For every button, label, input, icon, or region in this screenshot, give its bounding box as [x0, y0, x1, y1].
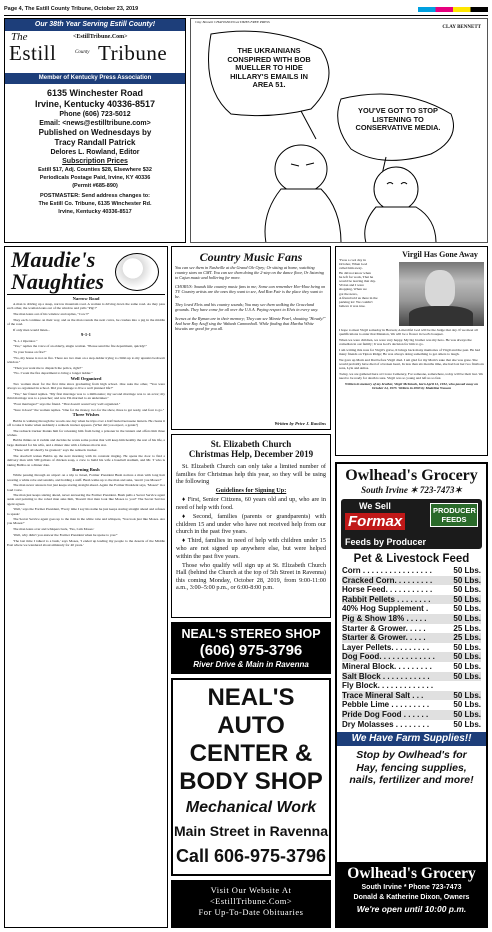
- auto-line-3: BODY SHOP: [179, 768, 323, 795]
- permit: (Permit #685-890): [72, 183, 118, 189]
- footer-sub: South Irvine * Phone 723-7473: [361, 884, 462, 891]
- three-p4: "These will all shortly be granted," says the redneck trucker.: [13, 448, 98, 453]
- maudies-naughties: [4, 246, 168, 928]
- price-row: Cracked Corn. . . . . . . . . 50 Lbs.: [342, 575, 481, 585]
- owlheads-grocery-ad: [335, 462, 488, 928]
- portrait-shoulders-icon: [409, 306, 473, 326]
- logo-estill: Estill: [9, 41, 57, 65]
- price-row: Pebble Lime . . . . . . . . . 50 Lbs.: [342, 700, 481, 710]
- burning-p5: The Secret Service agent goes up to the man in the white robe and whispers, 'You look just like Moses. Are you Moses?': [7, 517, 165, 526]
- heading-three-wishes: Three Wishes: [72, 412, 100, 418]
- virgil-stanza-3: I am writing this note for Virgil's grave, It brings back many memories of Virgil and the past. He had many friends on Tipton Ridge; He was always doing something to get others to laugh.: [339, 347, 480, 357]
- stop-line-3: nails, fertilizer and more!: [349, 774, 474, 787]
- email: Email: <news@estilltribune.com>: [39, 120, 151, 127]
- maudie-title: [7, 249, 165, 295]
- logo-county: County: [75, 50, 90, 55]
- price-row: Dry Molasses . . . . . . . . 50 Lbs.: [342, 719, 481, 729]
- price-row: Pig & Show 18% . . . . . 50 Lbs.: [342, 613, 481, 623]
- nine-p1: "9-1-1 Operator.": [13, 338, 38, 343]
- website-line-1: Visit Our Website At: [210, 885, 292, 895]
- footer-hours: We're open until 10:00 p.m.: [356, 904, 467, 914]
- church-title-1: St. Elizabeth Church: [210, 439, 292, 449]
- footer-owners: Donald & Katherine Dixon, Owners: [353, 894, 470, 901]
- price-row: 40% Hog Supplement . 50 Lbs.: [342, 604, 481, 614]
- well-p3: "Four marriages?" says the friend. "That doesn't sound very well organized.": [13, 402, 121, 407]
- cartoon-signature: CLAY BENNETT: [442, 25, 481, 30]
- auto-line-2: CENTER &: [189, 740, 313, 767]
- stereo-line-1: NEAL'S STEREO SHOP: [181, 627, 321, 641]
- address-line-1: 6135 Winchester Road: [47, 88, 143, 98]
- church-item-2: ♦ Second, families (parents or grandparents) with children 15 and under who have not received help from our church in the past five years.: [176, 513, 326, 536]
- price-row: Rabbit Pellets . . . . . . . . 50 Lbs.: [342, 594, 481, 604]
- stop-line-2: Hay, fencing supplies,: [356, 761, 467, 774]
- price-list: [337, 566, 486, 729]
- country-stanza-3: They loved Elvis and his country sounds; You may see them walking the Graceland grounds. They have come for all over the U.S.A. Paying respect to Elvis in every way.: [175, 302, 319, 313]
- producer-logo: PRODUCER FEEDS: [430, 503, 478, 527]
- church-guidelines: Guidelines for Signing Up:: [215, 487, 287, 495]
- price-row: Trace Mineral Salt . . . 50 Lbs.: [342, 690, 481, 700]
- speech-bubble-2: YOU'VE GOT TO STOP LISTENING TO CONSERVATIVE MEDIA.: [355, 106, 441, 133]
- nine-p6: "No. I want the fire department to bring a longer ladder.": [13, 371, 93, 376]
- nine-p2: "Yes," replies the voice of an elderly, single woman. "Please send the fire department, quickly!": [13, 344, 148, 349]
- price-row: Layer Pellets. . . . . . . . . 50 Lbs.: [342, 642, 481, 652]
- country-music-fans: [171, 246, 331, 430]
- narrow-p2: The man leans out of his window and replies, "Cow!!": [13, 312, 90, 317]
- price-row: Pride Dog Food . . . . . . 50 Lbs.: [342, 709, 481, 719]
- address-line-2: Irvine, Kentucky 40336-8517: [34, 99, 156, 109]
- nine-p4: "No, my house is not on fire. There are two men on a step-ladder trying to climb up to my upstairs bedroom window.": [7, 355, 165, 364]
- church-closing: Those who qualify will sign up at St. Elizabeth Church Hall (behind the Church at the top of 5th Street in Ravenna) this coming Monday, October 28, 2019, from 9:00-11:00 a.m., 3:00–5:00 p.m., or 6:00-8:00 p.m.: [176, 561, 326, 592]
- auto-line-4: Mechanical Work: [185, 799, 317, 816]
- price-row: Salt Block . . . . . . . . . . . 50 Lbs.: [342, 671, 481, 681]
- country-stanza-2: CHORUS: Sounds like country music fans to me; Some can remember Hee-Haw being on TV. Country artists are the ones they want to see, And Ron Fair is the place they want to be.: [175, 283, 326, 299]
- postmaster-2: The Estill Co. Tribune, 6135 Winchester Rd.: [38, 201, 152, 207]
- we-sell: We Sell: [359, 501, 391, 511]
- stereo-line-3: River Drive & Main in Ravenna: [193, 660, 309, 669]
- burning-p8: 'The last time I talked to a bush,' says Moses, 'I ended up leading my people to the deserts of the Middle East where we wandered about aimlessly for 40 years.': [7, 538, 165, 547]
- burning-p7: 'Well, why didn't you answer the Former President when he spoke to you?': [13, 532, 118, 537]
- postmaster-3: Irvine, Kentucky 40336-8517: [58, 209, 132, 215]
- virgil-title: Virgil Has Gone Away: [402, 250, 478, 259]
- formax-logo: Formax: [345, 513, 405, 530]
- well-p1: Two women meet for the first time since graduating from high school. One asks the other, "You were always so organized in school. Did you manage to live a well planned life?": [7, 382, 165, 391]
- subscription-prices: Estill $17, Adj. Counties $28, Elsewhere $32: [38, 167, 152, 173]
- color-bar: [418, 7, 488, 12]
- subscription-heading: Subscription Prices: [62, 158, 128, 165]
- virgil-stanza-4: We gave up Mom and Dad before Virgil died. I am glad for my Mom's sake that she was gone. She would probably have died of a broken heart, In less than six months time, she had lost her two firstborn sons, Lyle and Amos.: [339, 357, 484, 371]
- price-row: Horse Feed. . . . . . . . . . . 50 Lbs.: [342, 585, 481, 595]
- three-p1: Bubba is walking through the woods one day when he trips over a half buried kerosene lantern. He cleans it off to take it home when suddenly a redneck trucker appears. (What did you expect, a genie?): [7, 418, 165, 427]
- nine-p3: "Is your house on fire?": [13, 350, 47, 355]
- heading-911: 9-1-1: [81, 332, 91, 338]
- masthead-logo: [5, 31, 185, 73]
- postmaster-1: POSTMASTER: Send address changes to:: [39, 193, 151, 199]
- virgil-stanza-5: Today, we are gathered here at Crowe Cemetery, For someone, somewhere, today will be their last. We need to be ready for death is sure. Virgil was so young and left us so fast.: [339, 371, 484, 381]
- virgil-photo: [399, 262, 484, 326]
- burning-p6: The man leans over and whispers back, 'Yes, I am Moses.': [13, 527, 95, 532]
- price-row: Fly Block. . . . . . . . . . . . .: [342, 681, 434, 691]
- nine-p5: "Then you want me to dispatch the police, right?": [13, 365, 83, 370]
- page-label: Page 4, The Estill County Tribune, October 23, 2019: [4, 6, 139, 12]
- maudie-title-2: Naughties: [11, 269, 104, 294]
- heading-burning-bush: Burning Bush: [72, 467, 100, 473]
- maudie-title-1: Maudie's: [11, 247, 96, 272]
- narrow-p1: A man is driving up a steep, narrow mountain road. A woman is driving down the same road. As they pass each other, the woman leans out of the window and yells "Pig!!": [7, 302, 165, 311]
- portrait-face-icon: [425, 270, 455, 308]
- auto-line-5: Main Street in Ravenna: [173, 823, 329, 839]
- well-p4: "Sure it does!" the woman replies. "One for the money, two for the show, three to get ready, and four to go.": [13, 407, 165, 412]
- burning-p2: The man never answers but just keeps staring straight ahead. Again the Former President says, 'Moses!' in a loud voice.: [7, 483, 165, 492]
- logo-website: <EstillTribune.Com>: [73, 34, 128, 40]
- price-row: Mineral Block. . . . . . . . . 50 Lbs.: [342, 661, 481, 671]
- pet-livestock: Pet & Livestock Feed: [353, 553, 470, 565]
- price-row: Starter & Grower. . . . . 25 Lbs.: [342, 623, 481, 633]
- published: Published on Wednesdays by: [38, 128, 152, 137]
- stereo-line-2: (606) 975-3796: [199, 642, 303, 659]
- footer-title: Owlhead's Grocery: [347, 865, 476, 882]
- well-p2: "Yes," her friend replies. "My first marriage was to a millionaire; my second marriage was to an actor; my third marriage was to a preacher; and now I'm married to an undertaker.": [7, 392, 165, 401]
- virgil-credit: Written in memory of my brother, Virgil McIntosh, born April 12, 1932, who passed away on October 24, 1973. Written in 2003 by Madeline Wasson: [345, 381, 478, 390]
- st-elizabeth-church: [171, 434, 331, 618]
- virgil-poem-top: 'Twas a cool day in October, When God called him away. He did not know when he left for work, That he would be leaving that day. Vivian and I were shopping, When we got the news, A friend told us there in the parking lot: We couldn't believe it was true.: [339, 258, 378, 309]
- phone: Phone (606) 723-5012: [59, 111, 131, 118]
- owlhead-footer: [337, 862, 486, 926]
- burning-p3: The man just keeps staring ahead, never answering the Former President. Bush pulls a Secret Service agent aside and pointing to the robed man asks him, 'Doesn't that man look like Moses to you?' The Secret Service agent agrees.: [7, 493, 165, 506]
- virgil-stanza-1: I hope to meet Virgil someday in Heaven; A merciful God will be the Judge that day. If we meet all qualifications to enter that Mansion, We will be a flower in God's bouquet.: [339, 328, 478, 337]
- feed-banner: [341, 499, 482, 549]
- virgil-stanza-2: When we were children, we were very happy. My big brother was my hero. He was always the comedian in our family; It was God's decision for him to go.: [339, 337, 472, 347]
- three-p3: Bubba thinks on it awhile and decides he wants some potion that will keep him healthy the rest of his life, a large diamond for his wife, and a dinner date with a famous movie star.: [7, 438, 165, 447]
- website-line-3: For Up-To-Date Obituaries: [198, 907, 304, 917]
- masthead: [4, 18, 186, 243]
- church-title-2: Christmas Help, December 2019: [188, 449, 314, 459]
- church-item-3: ♦ Third, families in need of help with children under 15 who are not signed up anywhere else, but were helped within the past five years.: [176, 537, 326, 560]
- price-row: Starter & Grower. . . . . 25 Lbs.: [342, 633, 481, 643]
- stop-line-1: Stop by Owlhead's for: [356, 749, 467, 762]
- editorial-cartoon: [190, 18, 488, 243]
- virgil-poem: [335, 246, 488, 456]
- burning-p1: While passing through an airport on a trip to Israel, Former President Bush notices a man with long hair wearing a white robe and sandals, and holding a staff. Bush walks up to the man and asks, 'Aren't you Moses?': [7, 473, 165, 482]
- country-stanza-4: Scenes at the Ryman are in their memory; They can see Minnie Pearl, shouting "Howdy!" And hear Roy Acuff sing the Wabash Cannonball. While finding that Martha White biscuits are good for you all.: [175, 316, 326, 332]
- website-ad: [171, 880, 331, 928]
- masthead-banner: Our 38th Year Serving Estill County!: [5, 19, 185, 31]
- postage-paid: Periodicals Postage Paid, Irvine, KY 40336: [39, 175, 151, 181]
- speech-bubble-1: THE UKRAINIANS CONSPIRED WITH BOB MUELLER TO HIDE HILLARY'S EMAILS IN AREA 51.: [227, 46, 311, 90]
- heading-narrow-road: Narrow Road: [72, 296, 100, 301]
- burning-p4: 'Well,' says the Former President, 'Every time I say his name he just keeps staring straight ahead and refuses to speak.': [7, 507, 165, 516]
- logo-the: The: [11, 31, 28, 43]
- heading-well-organized: Well Organized: [70, 376, 102, 382]
- logo-tribune: Tribune: [98, 41, 168, 65]
- cartoon-credit: Clay Bennett CHATTANOOGA TIMES FREE PRESS: [195, 20, 270, 24]
- neals-auto-ad: [171, 678, 331, 876]
- three-p5: The doorbell wakes Bubba up the next morning with its constant ringing. He opens the door to find a delivery man with 500 gallons of chicken soup, a crew to build his wife a baseball stadium, and Mr. T who is taking Bubba on a dinner date.: [7, 454, 165, 467]
- narrow-p3: They each continue on their way, and as the man rounds the next curve, he crashes into a pig in the middle of the road.: [7, 317, 165, 327]
- three-p2: The redneck trucker thanks him for releasing him from being a prisoner in the lantern and offers him three wishes.: [7, 428, 165, 437]
- country-stanza-1: You can see them in Nashville at the Grand Ole Opry; Or sitting at home, watching country stars on CMT. You can see them doing the 2-step on the dance floor, Or listening to Cajun music and hollering for more.: [175, 265, 324, 280]
- feeds-by-producer: Feeds by Producer: [345, 537, 427, 547]
- narrow-p4: If only men would listen...: [13, 327, 51, 332]
- owlhead-title: Owlhead's Grocery: [345, 467, 478, 484]
- mascot-icon: [115, 253, 159, 291]
- price-row: Dog Food. . . . . . . . . . . . . 50 Lbs.: [342, 652, 481, 662]
- website-line-2[interactable]: <EstillTribune.Com>: [209, 896, 293, 906]
- member-kpa: Member of Kentucky Press Association: [5, 73, 185, 84]
- church-item-1: ♦ First, Senior Citizens, 60 years old and up, who are in need of help with food.: [176, 496, 326, 511]
- publisher-1: Tracy Randall Patrick: [54, 138, 136, 147]
- page-header: [4, 4, 488, 16]
- auto-line-6: Call 606-975-3796: [175, 846, 327, 866]
- auto-line-1: NEAL'S AUTO: [207, 684, 295, 739]
- country-byline: Written by Price J. Rawlins: [274, 421, 326, 426]
- neals-stereo-ad: [171, 622, 331, 674]
- country-title: Country Music Fans: [199, 250, 303, 264]
- publisher-2: Delores L. Rowland, Editor: [50, 149, 140, 156]
- price-row: Corn . . . . . . . . . . . . . . . . 50 Lbs.: [342, 566, 481, 575]
- owlhead-sub: South Irvine ✶ 723-7473✶: [361, 485, 462, 495]
- church-intro: St. Elizabeth Church can only take a limited number of families for Christmas help this year, so they will be using the following: [176, 463, 326, 486]
- farm-supplies-banner: We Have Farm Supplies!!: [337, 732, 486, 746]
